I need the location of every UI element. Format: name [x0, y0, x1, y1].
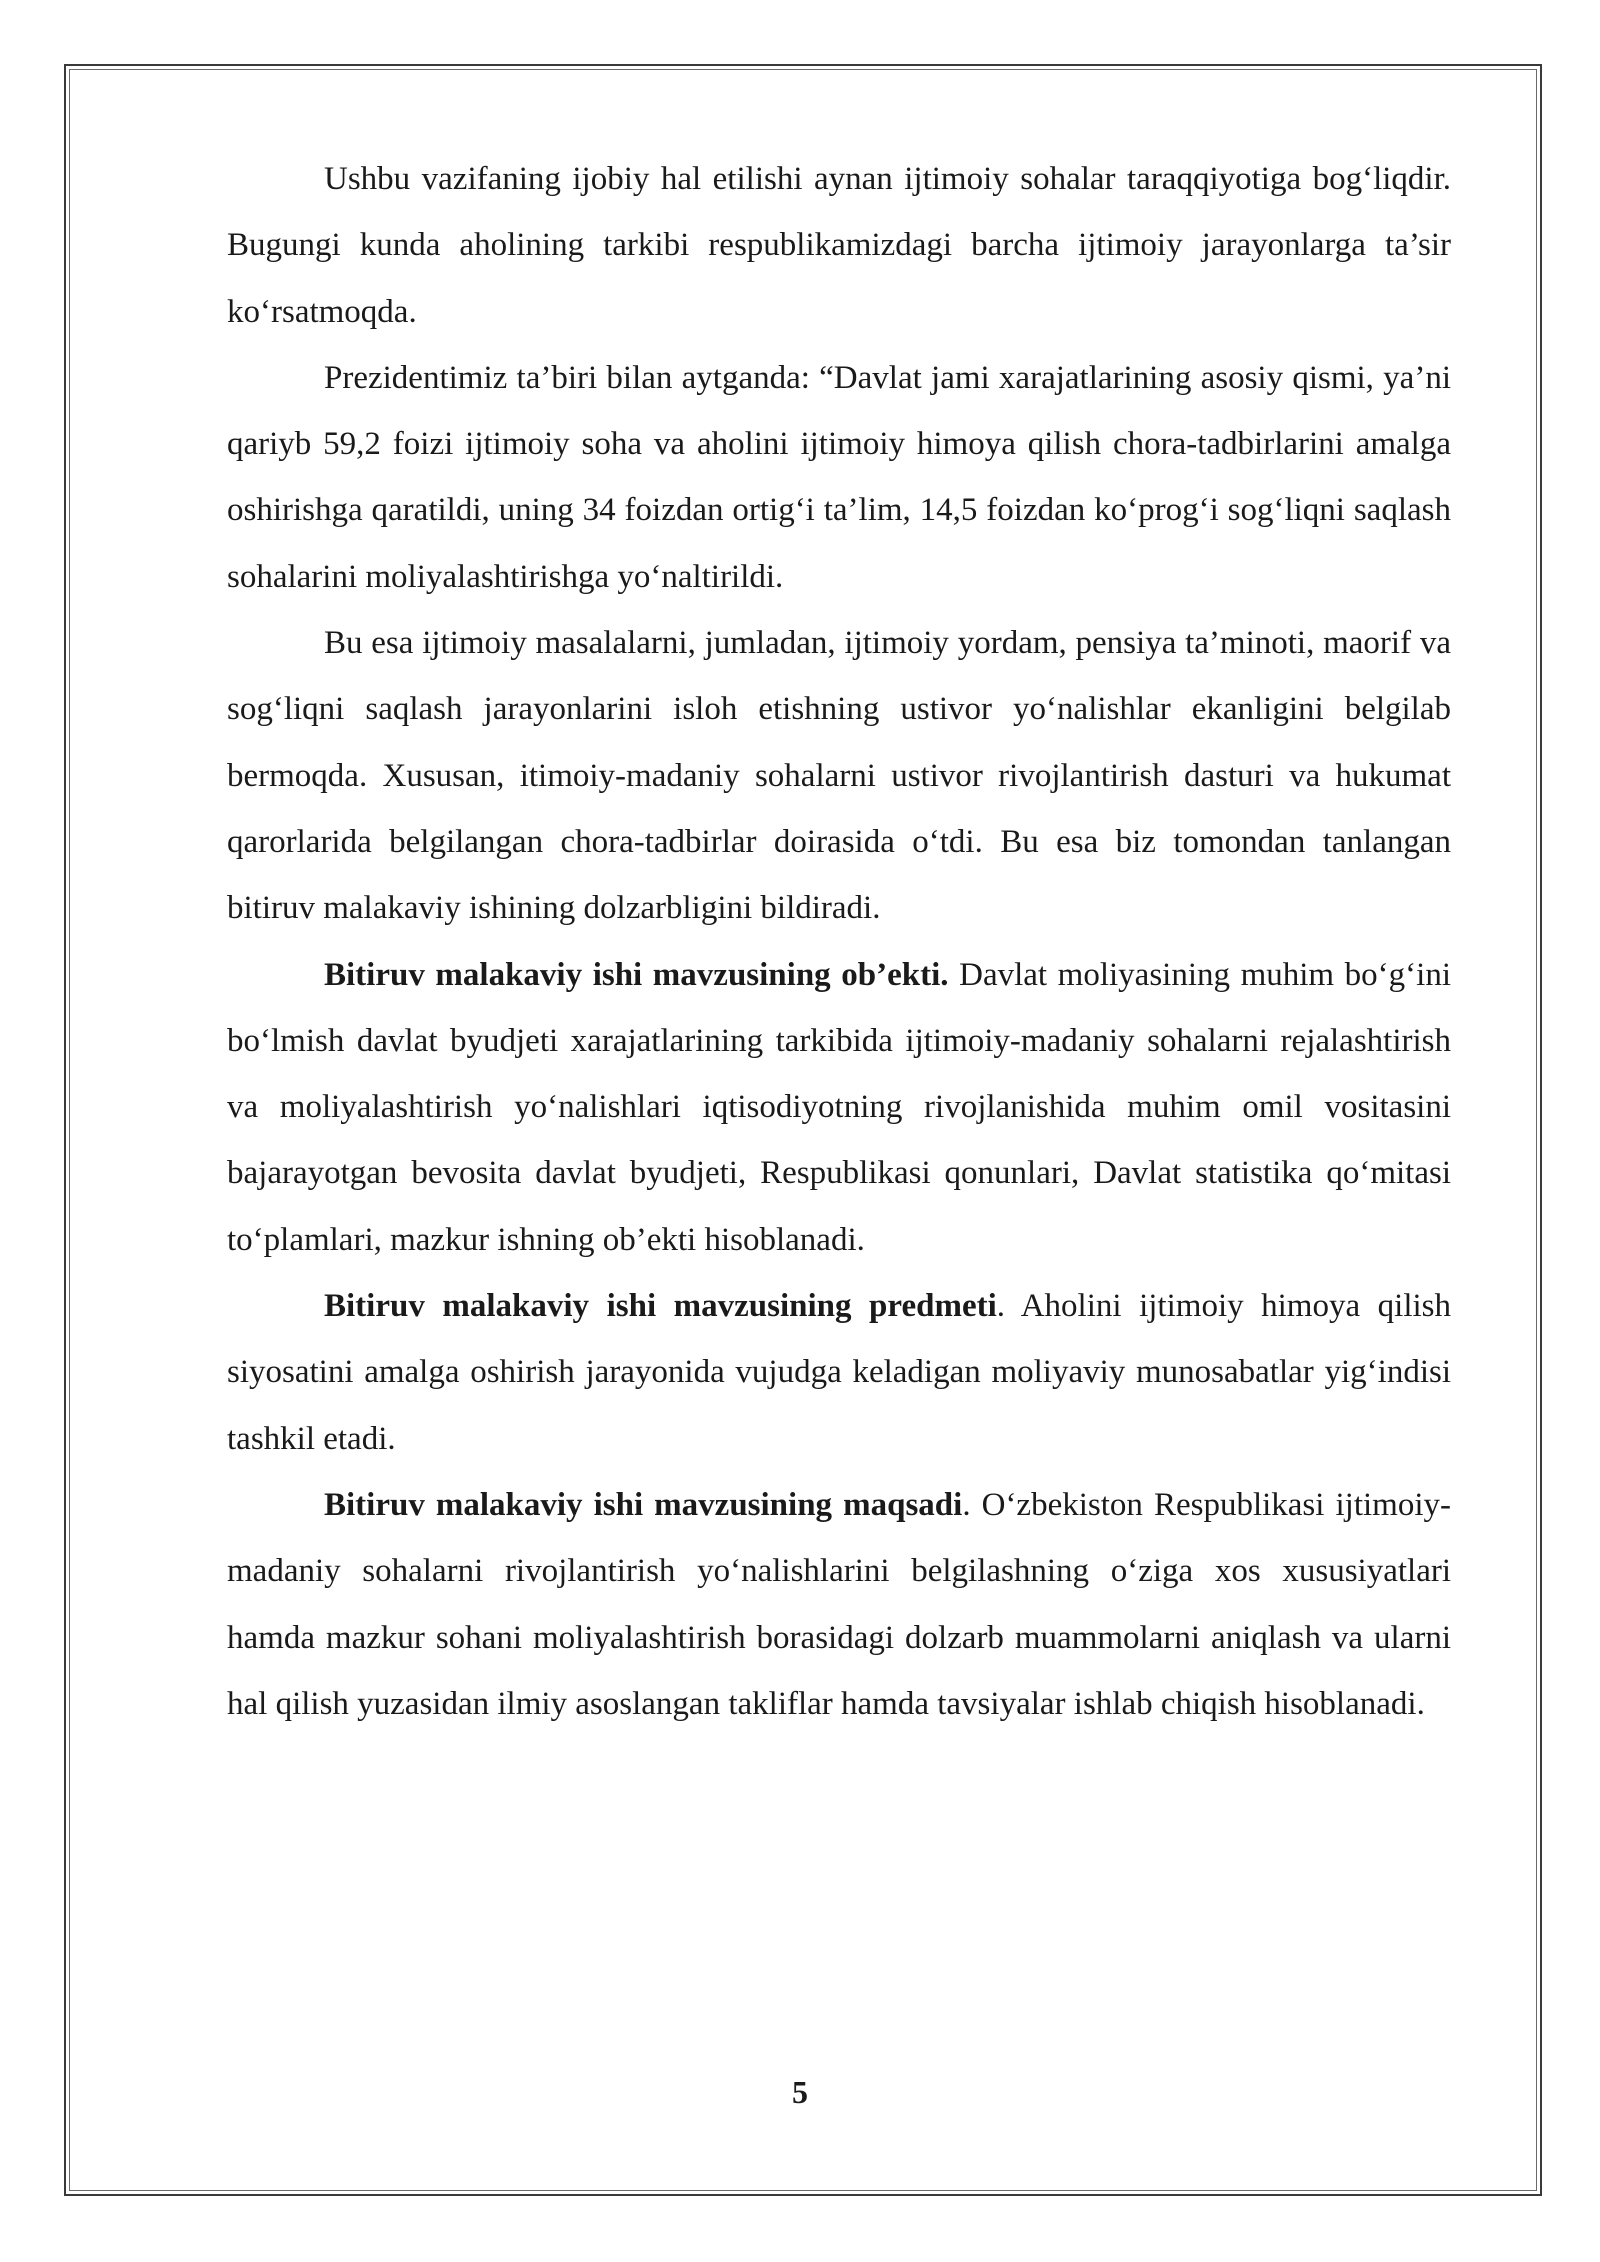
- paragraph-text: Ushbu vazifaning ijobiy hal etilishi aynan ijtimoiy sohalar taraqqiyotiga bog‘liqdir. Bugungi kunda aholining tarkibi respublikamizdagi barcha ijtimoiy jarayonlarga ta’sir ko‘rsatmoqda.: [227, 161, 1451, 330]
- paragraph-text: Prezidentimiz ta’biri bilan aytganda: “Davlat jami xarajatlarining asosiy qismi, ya’ni qariyb 59,2 foizi ijtimoiy soha va aholini ijtimoiy himoya qilish chora-tadbirlarini amalga oshirishga qaratildi, uning 34 foizdan ortig‘i ta’lim, 14,5 foizdan ko‘prog‘i sog‘liqni saqlash sohalarini moliyalashtirishga yo‘naltirildi.: [227, 359, 1451, 595]
- paragraph-subject: [227, 1273, 1451, 1472]
- paragraph-president-quote: [227, 345, 1451, 610]
- paragraph-heading: Bitiruv malakaviy ishi mavzusining predmeti: [324, 1288, 997, 1325]
- paragraph-intro: [227, 146, 1451, 345]
- paragraph-text: Bu esa ijtimoiy masalalarni, jumladan, ijtimoiy yordam, pensiya ta’minoti, maorif va sog‘liqni saqlash jarayonlarini isloh etishning ustivor yo‘nalishlar ekanligini belgilab bermoqda. Xususan, itimoiy-madaniy sohalarni ustivor rivojlantirish dasturi va hukumat qarorlarida belgilangan chora-tadbirlar doirasida o‘tdi. Bu esa biz tomondan tanlangan bitiruv malakaviy ishining dolzarbligini bildiradi.: [227, 625, 1451, 927]
- paragraph-heading: Bitiruv malakaviy ishi mavzusining maqsadi: [324, 1486, 963, 1523]
- paragraph-heading: Bitiruv malakaviy ishi mavzusining ob’ekti.: [324, 956, 949, 993]
- paragraph-object: [227, 942, 1451, 1273]
- paragraph-relevance: [227, 610, 1451, 941]
- paragraph-goal: [227, 1472, 1451, 1737]
- paragraph-text: Davlat moliyasining muhim bo‘g‘ini bo‘lmish davlat byudjeti xarajatlarining tarkibida ijtimoiy-madaniy sohalarni rejalashtirish va moliyalashtirish yo‘nalishlari iqtisodiyotning rivojlanishida muhim omil vositasini bajarayotgan bevosita davlat byudjeti, Respublikasi qonunlari, Davlat statistika qo‘mitasi to‘plamlari, mazkur ishning ob’ekti hisoblanadi.: [227, 956, 1451, 1258]
- document-body: [227, 146, 1451, 1737]
- page-number: 5: [792, 2074, 808, 2110]
- paragraph-text: . O‘zbekiston Respublikasi ijtimoiy-madaniy sohalarni rivojlantirish yo‘nalishlarini belgilashning o‘ziga xos xususiyatlari hamda mazkur sohani moliyalashtirish borasidagi dolzarb muammolarni aniqlash va ularni hal qilish yuzasidan ilmiy asoslangan takliflar hamda tavsiyalar ishlab chiqish hisoblanadi.: [227, 1486, 1451, 1722]
- paragraph-text: . Aholini ijtimoiy himoya qilish siyosatini amalga oshirish jarayonida vujudga keladigan moliyaviy munosabatlar yig‘indisi tashkil etadi.: [227, 1288, 1452, 1457]
